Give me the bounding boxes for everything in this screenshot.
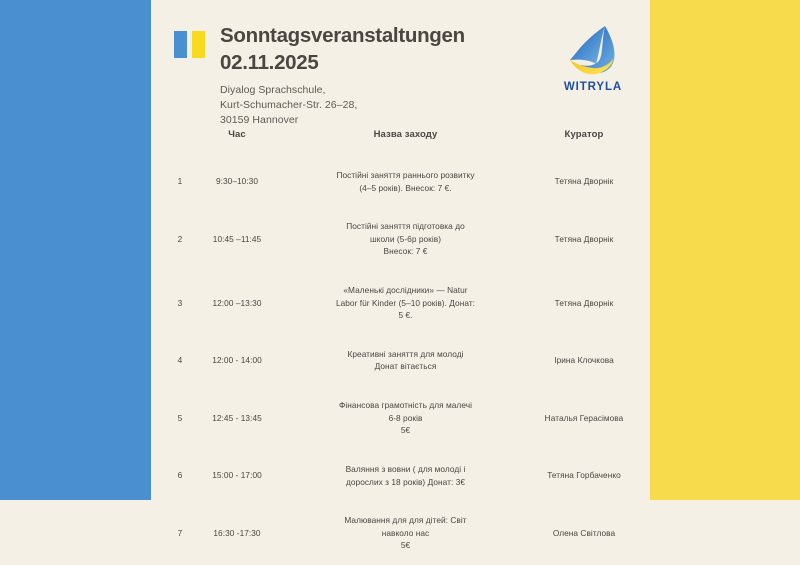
row-title-line: Внесок: 7 € — [383, 246, 428, 257]
row-title — [279, 450, 532, 501]
row-title-line: Постійні заняття раннього розвитку — [336, 170, 475, 180]
column-header-num — [165, 128, 195, 156]
column-header-title: Назва заходу — [373, 129, 438, 140]
row-title — [279, 501, 532, 565]
address-line-2: Kurt-Schumacher-Str. 26–28, — [220, 99, 358, 111]
row-number: 5 — [177, 412, 183, 423]
flag-bar-yellow — [192, 31, 205, 58]
row-title — [279, 271, 532, 335]
row-title-line: 5 €. — [398, 310, 413, 321]
row-curator: Наталья Герасімова — [544, 412, 624, 423]
row-title-line: школи (5-6р років) — [369, 233, 442, 244]
column-header-curator: Куратор — [564, 129, 604, 140]
decorative-band-right — [650, 0, 800, 500]
row-title-line: Постійні заняття підготовка до — [346, 221, 465, 232]
flag-bar-blue — [174, 31, 187, 58]
table-row — [165, 207, 636, 271]
row-title-line: Labor für Kinder (5–10 років). Донат: — [335, 297, 476, 308]
address-line-3: 30159 Hannover — [220, 113, 299, 126]
row-curator: Тетяна Дворнік — [554, 233, 614, 244]
column-header-time: Час — [228, 129, 246, 140]
row-title — [279, 335, 532, 386]
row-time: 16:30 -17:30 — [213, 527, 261, 538]
venue-address — [220, 83, 550, 128]
row-number: 1 — [177, 176, 183, 187]
row-title-line: Фінансова грамотність для малечі — [339, 400, 472, 411]
row-time: 10:45 –11:45 — [212, 233, 262, 244]
poster-sheet — [151, 0, 650, 551]
sail-logo-icon — [562, 24, 624, 80]
row-curator: Тетяна Горбаченко — [547, 470, 621, 481]
row-title-line: (4–5 років). Внесок: 7 €. — [359, 182, 452, 193]
row-number: 6 — [177, 470, 183, 481]
logo-wordmark: WITRYLA — [563, 81, 623, 93]
row-number: 4 — [177, 355, 183, 366]
table-row — [165, 156, 636, 207]
page-title: Sonntagsveranstaltungen — [220, 24, 465, 47]
row-time: 12:45 - 13:45 — [212, 412, 262, 423]
ukraine-flag-icon — [174, 31, 205, 58]
row-title-line: Малювання для для дітей: Світ — [344, 515, 467, 526]
row-number: 2 — [177, 233, 183, 244]
table-header-row — [165, 128, 636, 156]
row-title-line: навколо нас — [381, 527, 430, 538]
address-line-1: Diyalog Sprachschule, — [220, 84, 326, 97]
row-title-line: 5€ — [400, 540, 411, 551]
row-curator: Тетяна Дворнік — [554, 176, 614, 187]
event-date: 02.11.2025 — [220, 51, 319, 75]
table-row — [165, 335, 636, 386]
table-row — [165, 271, 636, 335]
row-curator: Тетяна Дворнік — [554, 297, 614, 308]
row-title-line: 5€ — [400, 425, 411, 436]
row-time: 12:00 –13:30 — [212, 297, 262, 308]
row-title-line: 6-8 років — [388, 412, 423, 423]
header-titles — [205, 22, 550, 128]
row-title-line: дорослих з 18 років) Донат: 3€ — [345, 476, 466, 487]
row-title-line: Донат вітається — [374, 361, 437, 372]
row-time: 9:30–10:30 — [215, 176, 259, 187]
row-title-line: «Маленькі дослідники» — Natur — [343, 285, 468, 296]
poster-header — [151, 0, 650, 126]
row-title — [279, 156, 532, 207]
row-title — [279, 207, 532, 271]
table-row — [165, 386, 636, 450]
schedule-table — [165, 128, 636, 565]
row-number: 7 — [177, 527, 183, 538]
row-time: 15:00 - 17:00 — [212, 470, 262, 481]
row-curator: Ірина Клочкова — [554, 355, 614, 366]
schedule-body — [165, 156, 636, 565]
witryla-logo — [550, 24, 636, 93]
row-number: 3 — [177, 297, 183, 308]
row-time: 12:00 - 14:00 — [212, 355, 262, 366]
row-title-line: Креативні заняття для молоді — [347, 348, 464, 359]
decorative-band-left — [0, 0, 151, 500]
row-curator: Олена Світлова — [552, 527, 616, 538]
table-row — [165, 450, 636, 501]
row-title-line: Валяння з вовни ( для молоді і — [345, 463, 466, 474]
schedule-section — [151, 112, 650, 565]
table-row — [165, 501, 636, 565]
row-title — [279, 386, 532, 450]
